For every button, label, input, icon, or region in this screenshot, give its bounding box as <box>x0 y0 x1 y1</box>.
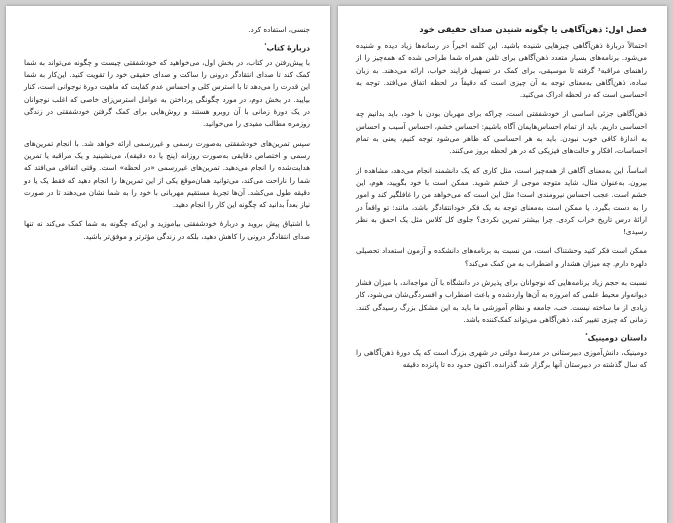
chapter-title: فصل اول: ذهن‌آگاهی یا چگونه شنیدن صدای حقیقی خود <box>419 24 647 34</box>
paragraph: با پیش‌رفتن در کتاب، در بخش اول، می‌خواهید که خودشفقتی چیست و چگونه می‌تواند به شما کمک کند تا صدای انتقادگر درونی را ساکت و صدای حقیقی خود را تقویت کنید. این‌کار به شما این قدرت را می‌دهد تا با استرس کلی و احساس عدم کفایت که ماهیت دورهٔ نوجوانی است، کنار بیایید. در بخش دوم، در مورد چگونگی پرداختن به عوامل استرس‌زای خاصی که اغلب نوجوانان در یک دورهٔ زمانی با آن روبرو هستند و روش‌هایی برای کمک گرفتن خودشفقتی در زندگی روزمره مطالب مفیدی را می‌خوانید. <box>24 57 310 129</box>
paragraph: احتمالاً دربارهٔ ذهن‌آگاهی چیزهایی شنیده باشید. این کلمه اخیراً در رسانه‌ها زیاد دیده و شنیده می‌شود. برنامه‌های بسیار متعدد ذهن‌آگاهی برای تلفن همراه شما طراحی شده که همه‌چیز را از راهنمای مراقبه¹ گرفته تا موسیقی، برای کمک در تسهیل فرایند خواب، ارائه می‌دهند. به زبان ساده، ذهن‌آگاهی به‌معنای توجه به آن چیزی است که دقیقاً در لحظه اتفاق می‌افتد. توجه به احساسی است که در لحظه ادراک می‌کنید. <box>356 41 647 100</box>
footnote-marker: ² <box>585 333 588 340</box>
right-page <box>338 6 667 523</box>
subsection-title: داستان دومینیک$^{^2}$ <box>585 333 647 343</box>
paragraph: اساساً، این به‌معنای آگاهی از همه‌چیز است، مثل کاری که یک دانشمند انجام می‌دهد، مشاهده از بیرون. به‌عنوان مثال، شاید متوجه موجی از خشم شوید. ممکن است با خود بگویید، هوم، این خشم است. عجب احساس نیرومندی است! مثل این است که می‌خواهد من را غافلگیر کند و امور را به دست بگیرد. یا ممکن است به‌معنای توجه به یک فکر خودانتقادگر باشد، مانند: تو واقعاً در ارائهٔ درس تاریخ خراب کردی. چرا بیشتر تمرین نکردی؟ جلوی کل کلاس مثل یک احمق به نظر رسیدی! <box>356 165 647 237</box>
paragraph: سپس تمرین‌های خودشفقتی به‌صورت رسمی و غیررسمی ارائه خواهد شد. با انجام تمرین‌های رسمی و اختصاص دقایقی به‌صورت روزانه (پنج یا ده دقیقه)، می‌نشینید و یک مراقبه یا تمرین هدایت‌شده را انجام می‌دهید. تمرین‌های غیررسمی «در لحظه» است. وقتی اتفاقی می‌افتد که شما را ناراحت می‌کند، می‌توانید همان‌موقع یکی از این تمرین‌ها را انجام دهید که فقط یک یا دو دقیقه طول می‌کشد. آن‌ها تجربهٔ مستقیم مهربانی با خود را به شما نشان می‌دهند تا در صورت نیاز بعداً بدانید که چگونه این کار را انجام دهید. <box>24 138 310 210</box>
paragraph: ممکن است فکر کنید وحشتناک است، من نسبت به برنامه‌های دانشکده و آزمون استعداد تحصیلی دلهره دارم. چه میزان هشدار و اضطراب به من کمک می‌کند؟ <box>356 246 647 268</box>
paragraph: ذهن‌آگاهی جزئی اساسی از خودشفقتی است، چراکه برای مهربان بودن با خود، باید بدانیم چه احساسی داریم. باید از تمام احساس‌هایمان آگاه باشیم: احساس خشم، احساس آسیب و احساس به اندازهٔ کافی خوب نبودن. باید به هر احساسی که ظاهر می‌شود توجه کنیم، یعنی به تمام احساسات، افکار و حالت‌های فیزیکی که در هر لحظه بروز می‌کنند. <box>356 109 647 156</box>
section-title: دربارهٔ کتاب$^{^1}$ <box>264 43 310 53</box>
paragraph: نسبت به حجم زیاد برنامه‌هایی که نوجوانان برای پذیرش در دانشگاه با آن مواجه‌اند، با میزان فشار دیوانه‌وار محیط علمی که امروزه به آن‌ها واردشده و باعث اضطراب و افسردگی‌شان می‌شود، کار زیادی از ما ساخته نیست. خب، جامعه و نظام آموزشی ما باید به این مشکل بزرگ رسیدگی کنند. زمانی که چیزی تغییر کند، ذهن‌آگاهی می‌تواند کمک‌کننده باشد. <box>356 278 647 324</box>
paragraph: دومینیک، دانش‌آموزی دبیرستانی در مدرسهٔ دولتی در شهری بزرگ است که یک دورهٔ ذهن‌آگاهی را که سال گذشته در دبیرستان آنها برگزار شد گذرانده. اکنون حدود ده تا پانزده دقیقه <box>356 347 647 370</box>
continuation-text: جنسی، استفاده کرد. <box>248 25 310 34</box>
left-page <box>6 6 330 523</box>
footnote-marker: ¹ <box>264 43 267 50</box>
paragraph: با اشتیاق پیش بروید و دربارهٔ خودشفقتی بیاموزید و این‌که چگونه به شما کمک می‌کند نه تنها صدای انتقادگر درونی را کاهش دهید، بلکه در زندگی مؤثرتر و موفق‌تر باشید. <box>24 219 310 241</box>
